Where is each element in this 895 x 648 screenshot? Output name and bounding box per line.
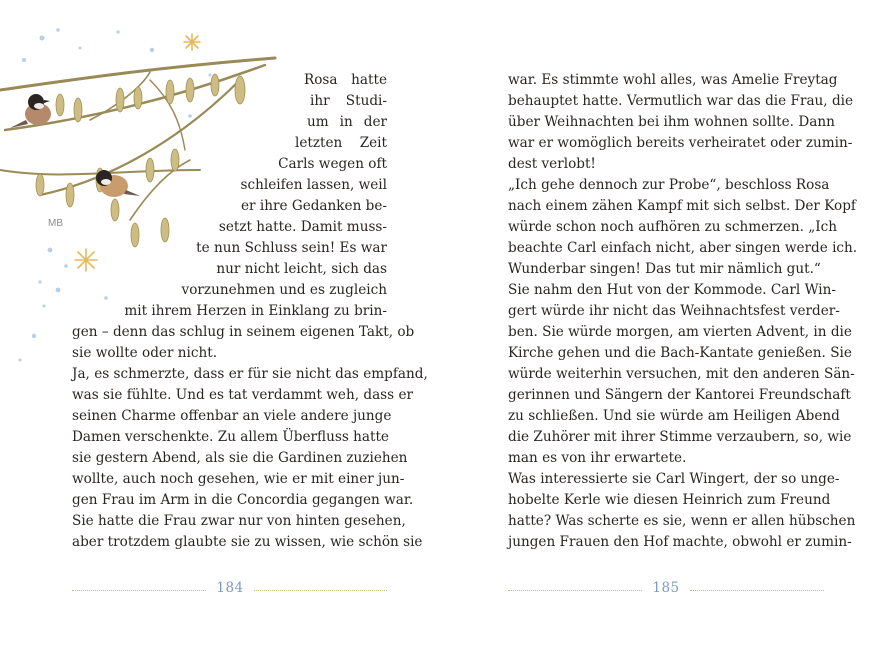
text-line: nach einem zähen Kampf mit sich selbst. Der Kopf [508,198,856,214]
text-line: „Ich gehe dennoch zur Probe“, beschloss Rosa [508,177,830,193]
text-line: war er womöglich bereits verheiratet oder zumin- [508,135,853,151]
footer-dotted-rule [508,590,642,591]
text-line: Ja, es schmerzte, dass er für sie nicht das empfand, [72,366,428,382]
footer-dotted-rule [690,590,824,591]
footer-dotted-rule [72,590,206,591]
text-line: schleifen lassen, weil [240,177,387,193]
page-footer-left [72,580,387,600]
text-line: nur nicht leicht, sich das [216,261,387,277]
text-line: hobelte Kerle wie diesen Heinrich zum Freund [508,492,831,508]
bird-upper [10,94,51,128]
text-line: gen Frau im Arm in die Concordia gegangen war. [72,492,414,508]
text-line: sie wollte oder nicht. [72,345,218,361]
text-line: Damen verschenkte. Zu allem Überfluss hatte [72,429,389,445]
text-line: man es von ihr erwartete. [508,450,687,466]
text-line: die Zuhörer mit ihrer Stimme verzaubern, so, wie [508,429,852,445]
text-line: ihr Studi- [310,93,387,109]
text-line: Was interessierte sie Carl Wingert, der so unge- [508,471,840,487]
text-line: Carls wegen oft [278,156,387,172]
text-line: gen – denn das schlug in seinem eigenen Takt, ob [72,324,415,340]
text-line: hatte? Was scherte es sie, wenn er allen hübschen [508,513,856,529]
footer-dotted-rule [254,590,387,591]
text-line: setzt hatte. Damit muss- [218,219,387,235]
text-line: mit ihrem Herzen in Einklang zu brin- [124,303,387,319]
text-line: zu schließen. Und sie würde am Heiligen Abend [508,408,840,424]
text-line: vorzunehmen und es zugleich [181,282,387,298]
text-line: Sie nahm den Hut von der Kommode. Carl Win- [508,282,837,298]
page-number: 185 [652,580,680,596]
page-footer-right [508,580,824,600]
page-number: 184 [216,580,244,596]
text-line: war. Es stimmte wohl alles, was Amelie Freytag [508,72,838,88]
text-line: wollte, auch noch gesehen, wie er mit einer jun- [72,471,405,487]
text-line: te nun Schluss sein! Es war [196,240,387,256]
text-line: sie gestern Abend, als sie die Gardinen zuziehen [72,450,408,466]
text-line: Kirche gehen und die Bach-Kantate genießen. Sie [508,345,852,361]
text-line: beachte Carl einfach nicht, aber singen werde ich. [508,240,858,256]
text-line: jungen Frauen den Hof machte, obwohl er zumin- [508,534,852,550]
text-line: Rosa hatte [304,72,387,88]
text-line: ben. Sie würde morgen, am vierten Advent, in die [508,324,852,340]
text-line: gerinnen und Sängern der Kantorei Freundschaft [508,387,851,403]
text-line: aber trotzdem glaubte sie zu wissen, wie schön sie [72,534,423,550]
text-line: er ihre Gedanken be- [241,198,387,214]
text-line: Wunderbar singen! Das tut mir nämlich gut.“ [508,261,821,277]
text-line: Sie hatte die Frau zwar nur von hinten gesehen, [72,513,406,529]
text-line: würde weiterhin versuchen, mit den anderen Sän- [508,366,855,382]
bird-lower [96,170,140,197]
text-line: letzten Zeit [295,135,387,151]
text-line: gert würde ihr nicht das Weihnachtsfest verder- [508,303,840,319]
text-line: über Weihnachten bei ihm wohnen sollte. Dann [508,114,835,130]
text-line: behauptet hatte. Vermutlich war das die Frau, die [508,93,854,109]
text-line: seinen Charme offenbar an viele andere junge [72,408,392,424]
illustration-signature: MB [48,218,63,229]
text-line: dest verlobt! [508,156,596,172]
text-line: was sie fühlte. Und es tat verdammt weh, dass er [72,387,413,403]
right-page [448,0,895,648]
left-page [0,0,447,648]
text-line: würde schon noch aufhören zu schmerzen. „Ich [508,219,838,235]
text-line: um in der [307,114,387,130]
